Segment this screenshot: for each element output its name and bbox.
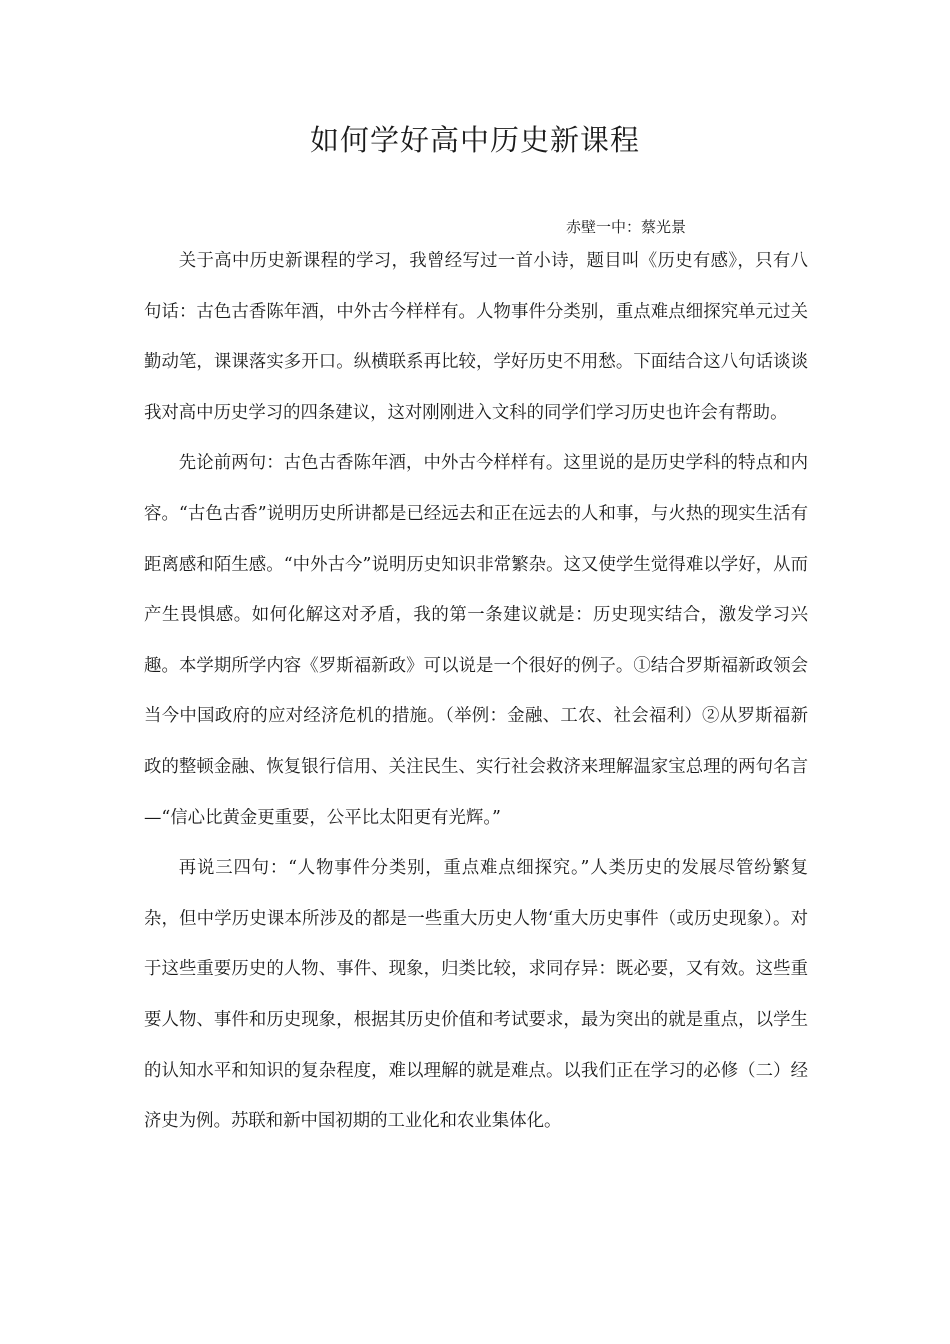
- author-line: 赤壁一中：蔡光景: [566, 218, 687, 236]
- paragraph-3: 再说三四句：“人物事件分类别，重点难点细探究。”人类历史的发展尽管纷繁复杂，但中学历史课本所涉及的都是一些重大历史人物‘重大历史事件（或历史现象）。对于这些重要历史的人物、事件、现象，归类比较，求同存异：既必要，又有效。这些重要人物、事件和历史现象，根据其历史价值和考试要求，最为突出的就是重点，以学生的认知水平和知识的复杂程度，难以理解的就是难点。以我们正在学习的必修（二）经济史为例。苏联和新中国初期的工业化和农业集体化。: [144, 858, 808, 1132]
- paragraph-1: 关于高中历史新课程的学习，我曾经写过一首小诗，题目叫《历史有感》，只有八句话：古色古香陈年酒，中外古今样样有。人物事件分类别，重点难点细探究单元过关勤动笔，课课落实多开口。纵横联系再比较，学好历史不用愁。下面结合这八句话谈谈我对高中历史学习的四条建议，这对刚刚进入文科的同学们学习历史也许会有帮助。: [144, 251, 808, 423]
- page-title: 如何学好高中历史新课程: [309, 123, 640, 157]
- paragraph-2: 先论前两句：古色古香陈年酒，中外古今样样有。这里说的是历史学科的特点和内容。“古色古香”说明历史所讲都是已经远去和正在远去的人和事，与火热的现实生活有距离感和陌生感。“中外古今”说明历史知识非常繁杂。这又使学生觉得难以学好，从而产生畏惧感。如何化解这对矛盾，我的第一条建议就是：历史现实结合，激发学习兴趣。本学期所学内容《罗斯福新政》可以说是一个很好的例子。①结合罗斯福新政领会当今中国政府的应对经济危机的措施。（举例：金融、工农、社会福利）②从罗斯福新政的整顿金融、恢复银行信用、关注民生、实行社会救济来理解温家宝总理的两句名言—“信心比黄金更重要，公平比太阳更有光辉。”: [144, 453, 808, 828]
- article-body: [144, 236, 808, 1147]
